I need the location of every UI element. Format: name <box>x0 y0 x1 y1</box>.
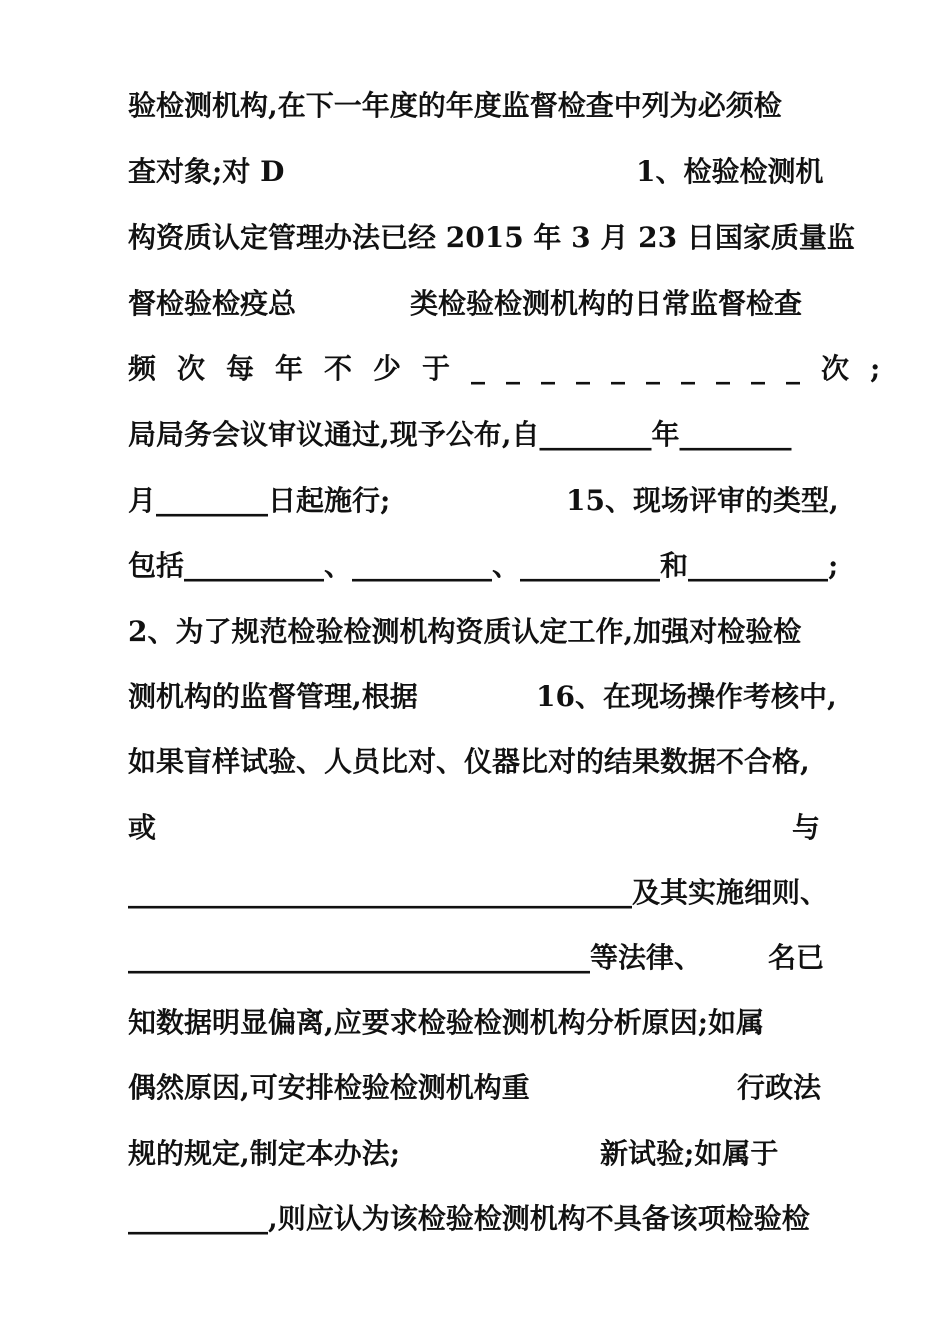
text-line: 知数据明显偏离,应要求检验检测机构分析原因;如属 <box>128 1006 765 1039</box>
text-line: 规的规定,制定本办法; <box>128 1137 401 1170</box>
text-line: 15、现场评审的类型, <box>566 484 839 517</box>
text-line: 包括__________、__________、__________和__________; <box>128 549 839 582</box>
text-line: 或 <box>128 811 157 844</box>
text-line: 督检验检疫总 <box>128 287 297 320</box>
text-line: ____________________________________及其实施细则、 <box>128 876 829 909</box>
text-line: 名已 <box>768 941 825 974</box>
text-line: 频次每年不少于__________次; <box>128 352 902 385</box>
text-line: 测机构的监督管理,根据 <box>128 680 418 713</box>
text-line: 2、为了规范检验检测机构资质认定工作,加强对检验检 <box>128 615 802 648</box>
text-line: 偶然原因,可安排检验检测机构重 <box>128 1071 530 1104</box>
text-line: 与 <box>792 811 821 844</box>
text-line: 构资质认定管理办法已经 2015 年 3 月 23 日国家质量监 <box>128 221 855 254</box>
text-line: _________________________________等法律、 <box>128 941 703 974</box>
text-line: 行政法 <box>737 1071 822 1104</box>
text-line: 1、检验检测机 <box>636 155 824 188</box>
text-line: 验检测机构,在下一年度的年度监督检查中列为必须检 <box>128 89 782 122</box>
text-line: 类检验检测机构的日常监督检查 <box>410 287 803 320</box>
text-line: __________,则应认为该检验检测机构不具备该项检验检 <box>128 1202 810 1235</box>
text-line: 局局务会议审议通过,现予公布,自________年________ <box>128 418 792 451</box>
text-line: 16、在现场操作考核中, <box>536 680 837 713</box>
text-line: 查对象;对 D <box>128 155 285 188</box>
text-line: 新试验;如属于 <box>600 1137 779 1170</box>
text-line: 如果盲样试验、人员比对、仪器比对的结果数据不合格, <box>128 745 810 778</box>
text-line: 月________日起施行; <box>128 484 391 517</box>
